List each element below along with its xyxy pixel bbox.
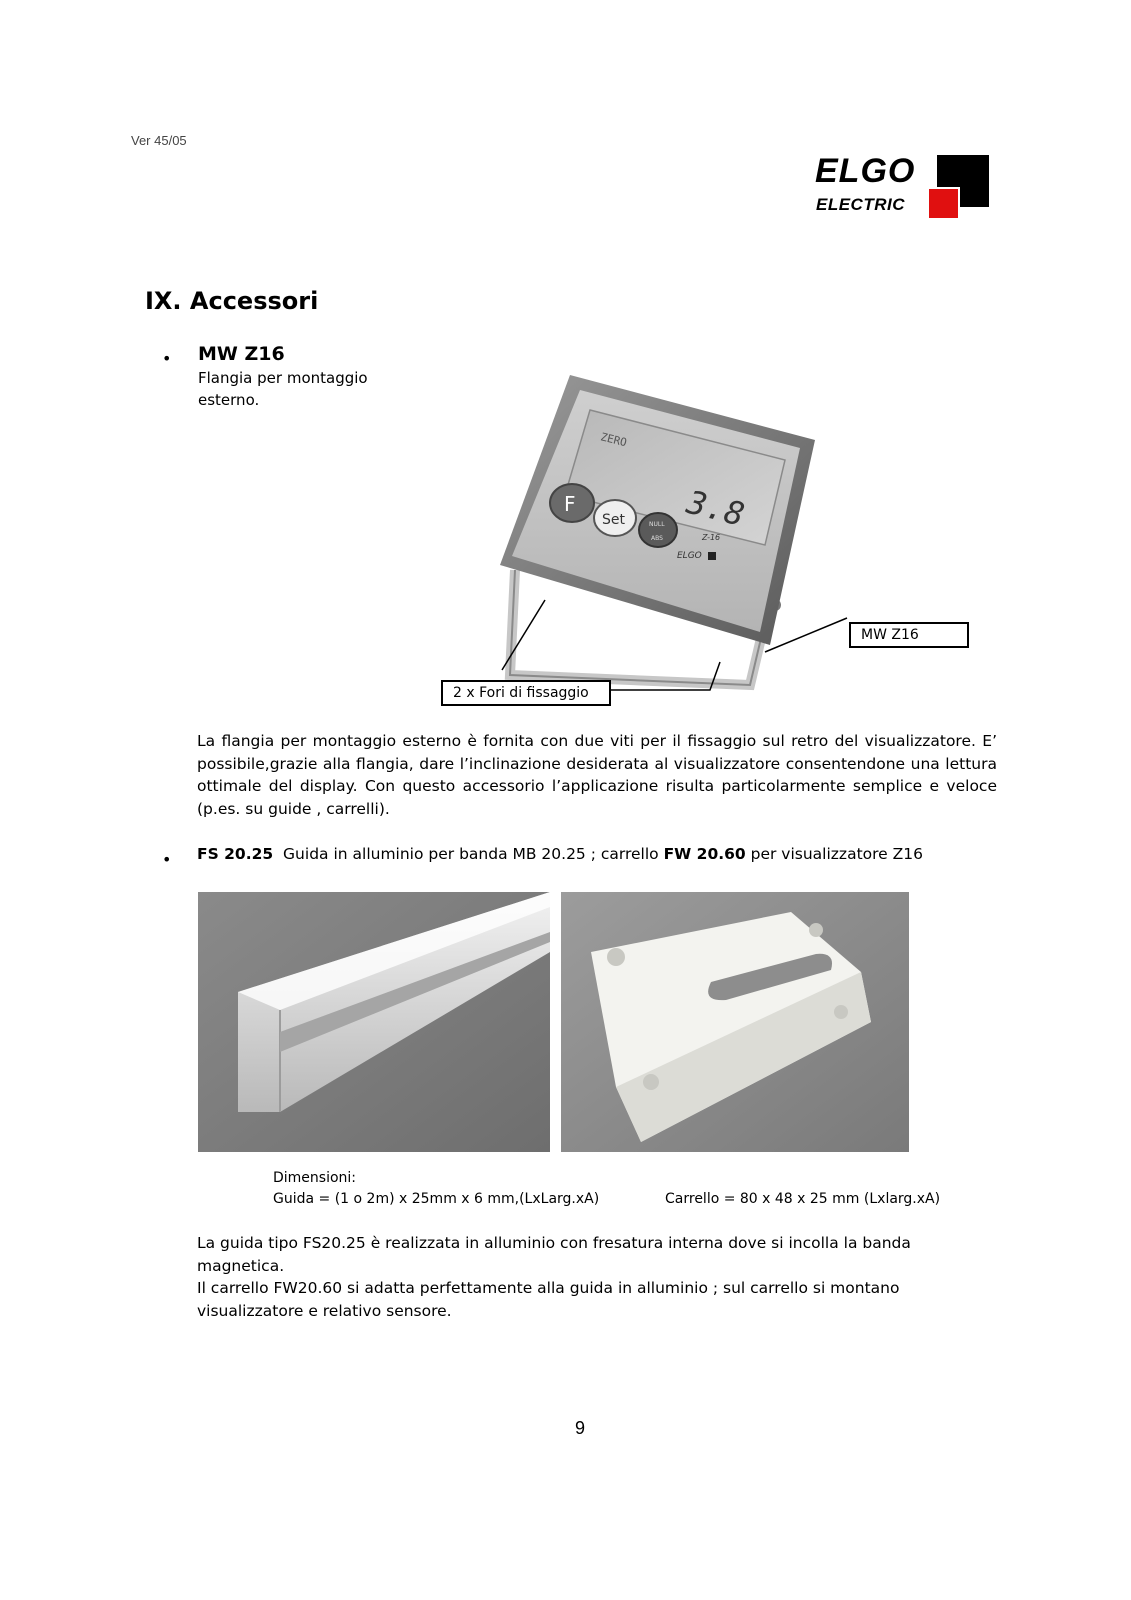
dimensions-carrello: Carrello = 80 x 48 x 25 mm (Lxlarg.xA)	[665, 1191, 941, 1207]
item2-paragraph	[197, 1232, 967, 1322]
display-unit-photo	[440, 370, 980, 730]
paragraph-line: Il carrello FW20.60 si adatta perfettamente alla guida in alluminio ; sul carrello si montano	[197, 1279, 900, 1297]
item-description-line: esterno.	[198, 391, 260, 409]
dimensions-guida: Guida = (1 o 2m) x 25mm x 6 mm,(LxLarg.xA)	[273, 1191, 600, 1207]
logo-elgo-text: ELGO	[815, 152, 916, 190]
page-number: 9	[575, 1418, 586, 1438]
f-button-label: F	[564, 492, 576, 516]
mode-button-top-label: NULL	[649, 521, 665, 528]
mounting-hole-icon	[809, 923, 823, 937]
callout-leader-right	[765, 618, 847, 652]
item-description	[198, 367, 438, 411]
item-code-fs2025: FS 20.25	[197, 845, 274, 863]
logo-red-square	[927, 187, 960, 220]
paragraph-line: magnetica.	[197, 1256, 285, 1275]
version-label: Ver 45/05	[131, 133, 187, 148]
item2-heading-line	[197, 845, 923, 863]
callout-mwz16: MW Z16	[849, 622, 969, 648]
mounting-hole-icon	[607, 948, 625, 966]
item-code-fw2060: FW 20.60	[663, 845, 746, 863]
paragraph-line: La guida tipo FS20.25 è realizzata in alluminio con fresatura interna dove si incolla la banda	[197, 1234, 911, 1252]
dimensions-title: Dimensioni:	[273, 1170, 357, 1186]
paragraph-line: visualizzatore e relativo sensore.	[197, 1301, 452, 1320]
lcd-main-value: 3.8	[683, 482, 749, 534]
item-description-line: Flangia per montaggio	[198, 369, 368, 387]
brand-logo-icon	[708, 552, 716, 560]
brand-label: ELGO	[677, 551, 702, 561]
item1-paragraph: La flangia per montaggio esterno è fornita con due viti per il fissaggio sul retro del visualizzatore. E’ possibile,grazie alla flangia, dare l’inclinazione desiderata al visualizzatore consentendone una lettura ottimale del display. Con questo accessorio l’applicazione risulta particolarmente semplice e veloce (p.es. su guide , carrelli).	[197, 732, 997, 818]
mounting-hole-icon	[834, 1005, 848, 1019]
model-label: Z-16	[702, 533, 721, 542]
logo-electric-text: ELECTRIC	[816, 195, 905, 214]
mode-button-bottom-label: ABS	[651, 535, 663, 542]
item-title-mwz16: MW Z16	[198, 343, 285, 365]
callout-fixing-holes: 2 x Fori di fissaggio	[441, 680, 611, 706]
mounting-hole-icon	[643, 1074, 659, 1090]
item2-text2: per visualizzatore Z16	[745, 845, 923, 863]
item2-text1: Guida in alluminio per banda MB 20.25 ; carrello	[283, 845, 664, 863]
bullet-marker: •	[162, 349, 172, 368]
bullet-marker: •	[162, 850, 172, 869]
lcd-small-text: ZERO	[599, 430, 629, 450]
set-button-label: Set	[602, 512, 625, 528]
section-title: IX. Accessori	[145, 287, 319, 315]
carriage-photo	[561, 892, 909, 1152]
aluminium-rail-photo	[198, 892, 550, 1152]
